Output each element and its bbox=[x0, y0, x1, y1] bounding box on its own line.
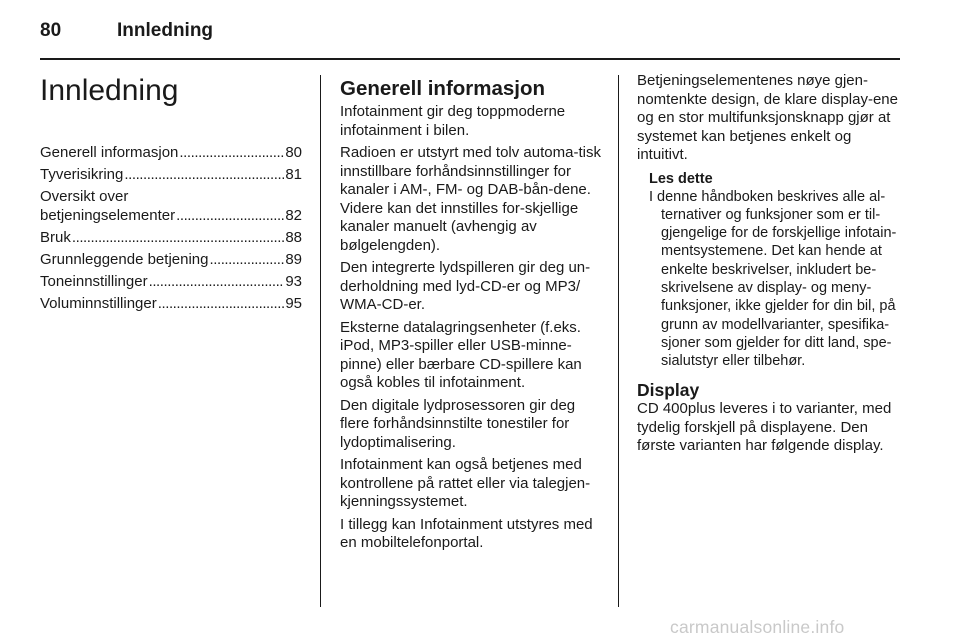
toc-leader bbox=[124, 166, 284, 185]
display-paragraph: CD 400plus leveres i to varianter, med tydelig forskjell på displayene. Den første varianten har følgende display. bbox=[637, 400, 892, 455]
paragraph: Eksterne datalagringsenheter (f.eks. iPod, MP3-spiller eller USB-minne-pinne) eller bærbare CD-spillere kan også kobles til infotainment. bbox=[340, 318, 582, 391]
paragraph: Infotainment gir deg toppmoderne infotainment i bilen. bbox=[340, 103, 566, 139]
header-rule bbox=[40, 58, 900, 60]
toc-page: 82 bbox=[285, 206, 302, 224]
section-heading: Generell informasjon bbox=[340, 77, 546, 100]
note-body: I denne håndboken beskrives alle al-ternativer og funksjoner som er til-gjengelige for de forskjellige infotain-mentsystemene. Det kan hende at enkelte beskrivelser, inkludert be-skrivelsene av display- og meny-funksjoner, ikke gjelder for din bil, på grunn av modellvarianter, spesifika-sjoner som gjelder for ditt land, spe-sialutstyr eller tilbehør. bbox=[649, 188, 897, 370]
paragraph: I tillegg kan Infotainment utstyres med en mobiltelefonportal. bbox=[340, 515, 593, 551]
display-heading: Display bbox=[637, 380, 700, 401]
toc-page: 81 bbox=[285, 166, 302, 184]
toc-label: Bruk bbox=[40, 228, 71, 246]
toc-label-line1: Oversikt over bbox=[40, 188, 129, 206]
toc-label: Toneinnstillinger bbox=[40, 272, 148, 290]
toc-leader bbox=[149, 273, 285, 292]
toc-entry[interactable] bbox=[40, 144, 302, 163]
toc-label: Generell informasjon bbox=[40, 144, 179, 161]
chapter-title: Innledning bbox=[40, 74, 179, 107]
watermark: carmanualsonline.info bbox=[670, 617, 845, 637]
toc-entry[interactable] bbox=[40, 229, 302, 248]
toc-page: 88 bbox=[285, 228, 302, 246]
column-divider-1 bbox=[320, 75, 321, 607]
toc-entry[interactable] bbox=[40, 251, 302, 270]
toc-entry[interactable] bbox=[40, 273, 302, 292]
toc-page: 95 bbox=[285, 295, 302, 313]
toc-entry-line2 bbox=[40, 207, 302, 226]
column-divider-2 bbox=[618, 75, 619, 607]
toc-entry[interactable] bbox=[40, 295, 302, 314]
toc-label: betjeningselementer bbox=[40, 206, 176, 224]
toc-leader bbox=[72, 229, 284, 248]
toc-label: Tyverisikring bbox=[40, 166, 124, 184]
toc-page: 89 bbox=[285, 250, 302, 268]
toc-leader bbox=[209, 251, 284, 270]
note-title: Les dette bbox=[649, 170, 713, 187]
running-header: Innledning bbox=[117, 20, 214, 41]
toc-leader bbox=[176, 207, 284, 226]
intro-paragraph: Betjeningselementenes nøye gjen-nomtenkte design, de klare display-ene og en stor multifunksjonsknapp gjør at systemet kan betjenes enkelt og intuitivt. bbox=[637, 72, 898, 163]
paragraph: Infotainment kan også betjenes med kontrollene på rattet eller via talegjen-kjenningssystemet. bbox=[340, 456, 591, 510]
paragraph: Den digitale lydprosessoren gir deg flere forhåndsinnstilte tonestiler for lydoptimalisering. bbox=[340, 396, 576, 451]
page-number: 80 bbox=[40, 20, 62, 41]
toc-label: Voluminnstillinger bbox=[40, 295, 157, 313]
toc-leader bbox=[158, 295, 285, 314]
note-box bbox=[649, 171, 901, 371]
toc-page: 80 bbox=[285, 144, 302, 161]
paragraph: Radioen er utstyrt med tolv automa-tisk innstillbare forhåndsinnstillinger for kanaler i AM-, FM- og DAB-bån-dene. Videre kan det innstilles for-skjellige kanaler manuelt (avhengig av bølgelengden). bbox=[340, 144, 601, 254]
right-column bbox=[637, 72, 901, 460]
toc-entry[interactable] bbox=[40, 166, 302, 185]
toc-label: Grunnleggende betjening bbox=[40, 250, 209, 268]
general-info-column bbox=[340, 72, 602, 557]
toc-leader bbox=[179, 144, 284, 163]
toc-page: 93 bbox=[285, 272, 302, 290]
paragraph: Den integrerte lydspilleren gir deg un-derholdning med lyd-CD-er og MP3/ WMA-CD-er. bbox=[340, 259, 591, 313]
toc-column bbox=[40, 72, 302, 317]
toc-entry-multiline[interactable] bbox=[40, 188, 302, 225]
